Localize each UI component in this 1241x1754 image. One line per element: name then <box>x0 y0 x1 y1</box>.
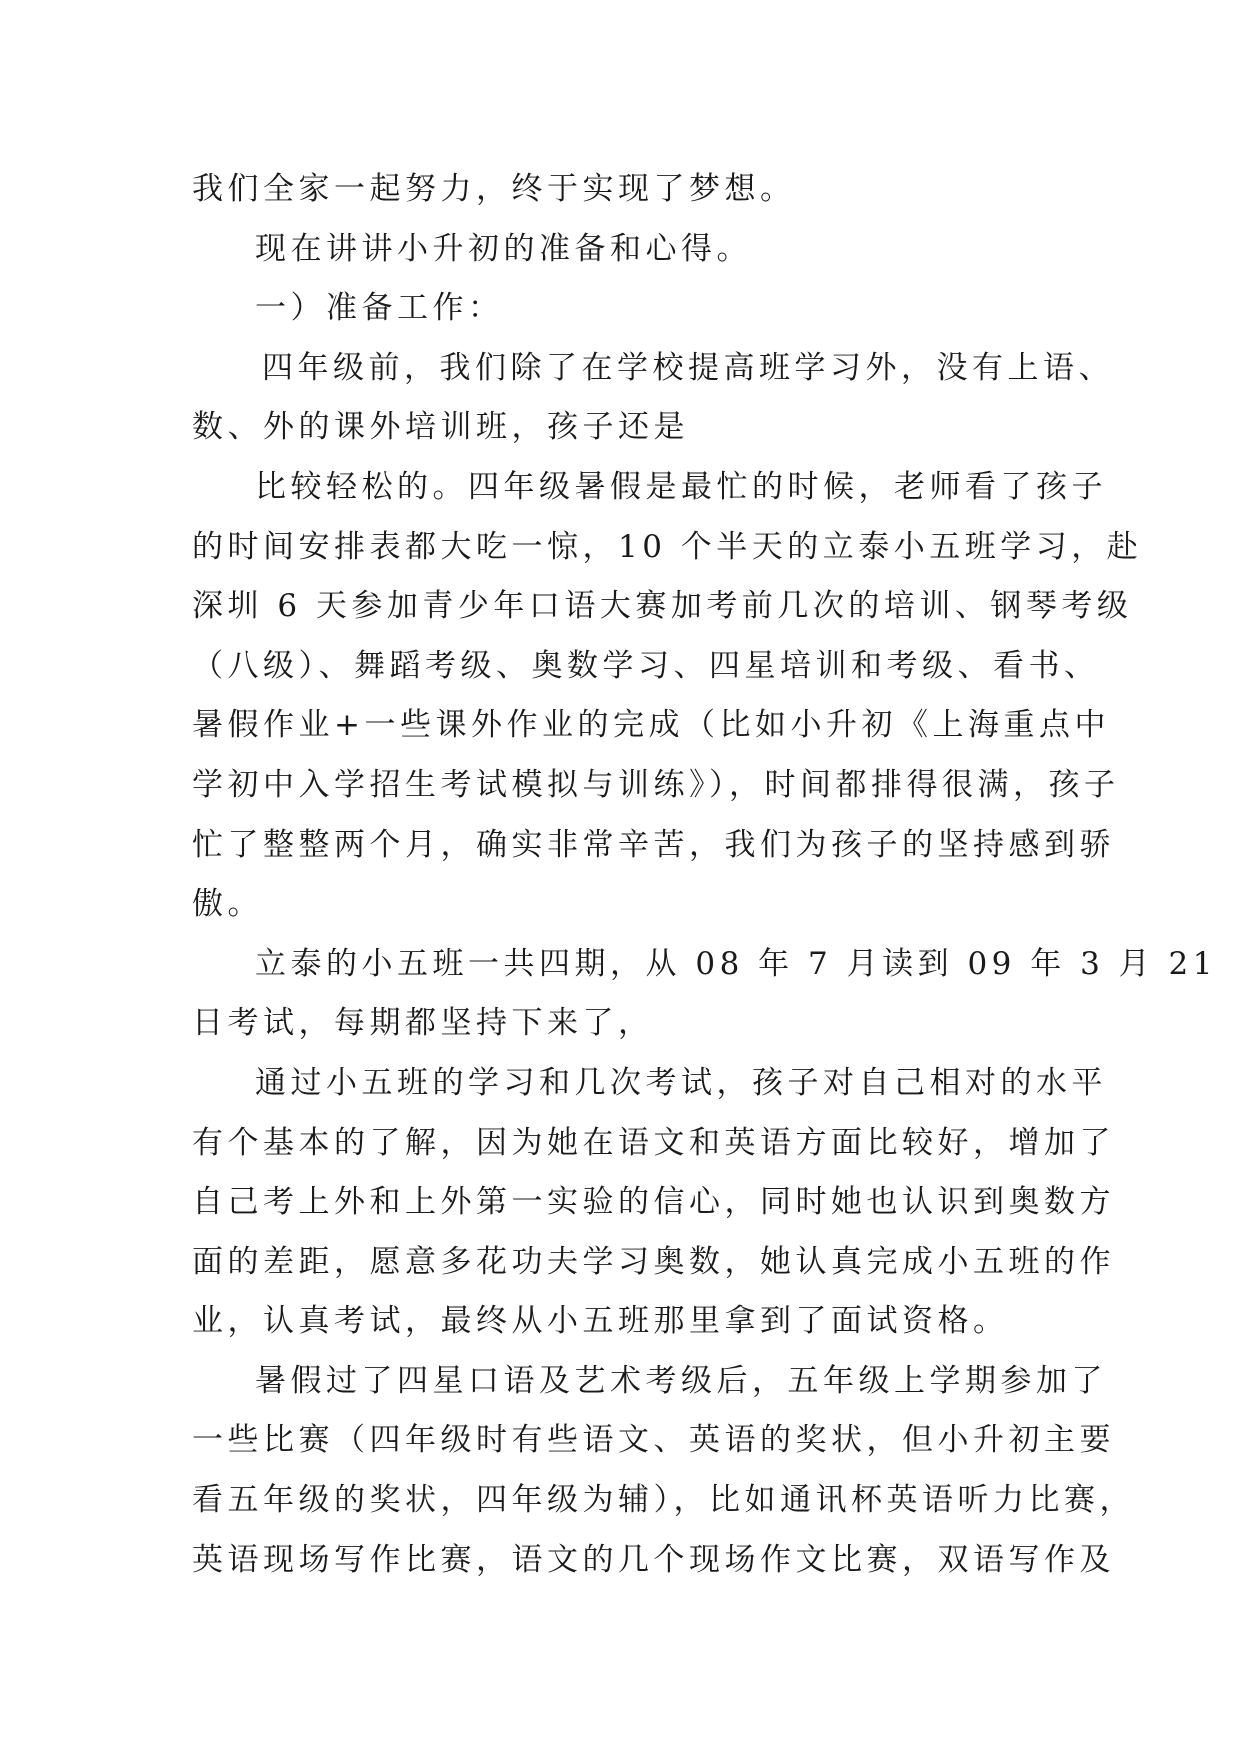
text-line: 四年级前，我们除了在学校提高班学习外，没有上语、 <box>262 349 1114 386</box>
text-line: 日考试，每期都坚持下来了， <box>192 1005 654 1042</box>
text-line: 立泰的小五班一共四期，从 08 年 7 月读到 09 年 3 月 21 <box>255 945 1217 982</box>
document-body <box>192 160 1217 1590</box>
text-line: 一）准备工作： <box>255 290 504 327</box>
text-line: 暑假过了四星口语及艺术考级后，五年级上学期参加了 <box>255 1362 1107 1399</box>
text-line: 傲。 <box>192 886 263 923</box>
text-line: 看五年级的奖状，四年级为辅），比如通讯杯英语听力比赛， <box>192 1482 1135 1519</box>
text-line: 通过小五班的学习和几次考试，孩子对自己相对的水平 <box>255 1064 1107 1101</box>
text-line: 有个基本的了解，因为她在语文和英语方面比较好，增加了 <box>192 1124 1115 1161</box>
text-line: 我们全家一起努力，终于实现了梦想。 <box>192 171 796 207</box>
text-line: 现在讲讲小升初的准备和心得。 <box>255 230 752 267</box>
text-line: 英语现场写作比赛，语文的几个现场作文比赛，双语写作及 <box>192 1541 1115 1578</box>
text-line: 自己考上外和上外第一实验的信心，同时她也认识到奥数方 <box>192 1184 1115 1221</box>
text-line: 学初中入学招生考试模拟与训练》），时间都排得很满，孩子 <box>192 766 1120 803</box>
text-line: （八级）、舞蹈考级、奥数学习、四星培训和考级、看书、 <box>192 647 1100 684</box>
text-line: 数、外的课外培训班，孩子还是 <box>192 409 689 446</box>
text-line: 深圳 6 天参加青少年口语大赛加考前几次的培训、钢琴考级 <box>192 588 1133 625</box>
text-line: 业，认真考试，最终从小五班那里拿到了面试资格。 <box>192 1303 1009 1340</box>
text-line: 的时间安排表都大吃一惊，10 个半天的立泰小五班学习，赴 <box>192 528 1143 565</box>
text-line: 面的差距，愿意多花功夫学习奥数，她认真完成小五班的作 <box>192 1243 1115 1280</box>
text-line: 一些比赛（四年级时有些语文、英语的奖状，但小升初主要 <box>192 1422 1115 1459</box>
text-line: 比较轻松的。四年级暑假是最忙的时候，老师看了孩子 <box>255 468 1107 505</box>
text-line: 忙了整整两个月，确实非常辛苦，我们为孩子的坚持感到骄 <box>192 826 1115 863</box>
text-line: 暑假作业+一些课外作业的完成（比如小升初《上海重点中 <box>192 707 1110 744</box>
